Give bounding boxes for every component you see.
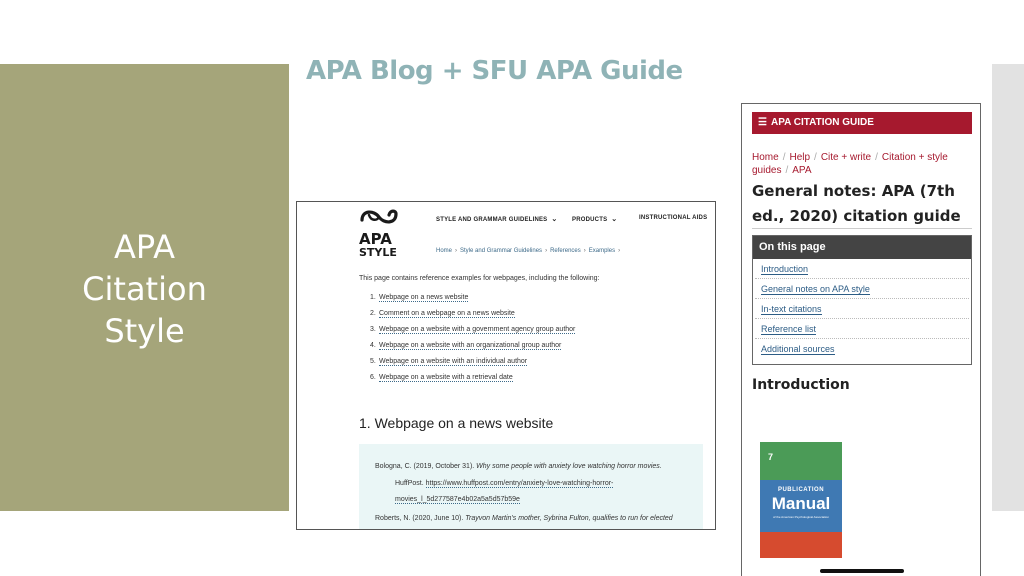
example-text: Bologna, C. (2019, October 31).: [375, 463, 477, 470]
example-line: [375, 463, 662, 470]
breadcrumb-link[interactable]: Style and Grammar Guidelines: [460, 248, 543, 254]
list-link[interactable]: Comment on a webpage on a news website: [379, 310, 515, 317]
nav-label: INSTRUCTIONAL AIDS: [639, 215, 708, 221]
example-line: [375, 515, 673, 522]
breadcrumb-link[interactable]: Examples: [588, 248, 616, 254]
nav-label: STYLE AND GRAMMAR GUIDELINES: [436, 217, 548, 223]
list-link[interactable]: Webpage on a website with a retrieval date: [379, 374, 513, 381]
cover-title: Manual: [771, 494, 831, 513]
cover-edition: 7: [768, 452, 774, 462]
hamburger-menu-icon: ☰: [758, 117, 767, 128]
toc-link: Reference list: [761, 324, 817, 334]
list-number: 4.: [370, 342, 376, 349]
sfu-guide-screenshot: [741, 103, 981, 576]
cover-band: [760, 532, 842, 558]
toc-item-in-text[interactable]: [755, 299, 969, 319]
example-text: Roberts, N. (2020, June 10).: [375, 515, 466, 522]
logo-text-style: STYLE: [359, 246, 397, 259]
nav-products[interactable]: [572, 215, 617, 223]
home-indicator[interactable]: [820, 569, 904, 573]
cover-subtitle: of the American Psychological Association: [772, 515, 830, 519]
toc-title: On this page: [753, 236, 971, 259]
breadcrumb-separator: /: [782, 152, 786, 163]
nav-label: PRODUCTS: [572, 217, 608, 223]
breadcrumb-link[interactable]: APA: [792, 165, 812, 176]
list-item: [370, 308, 575, 324]
chevron-right-icon: ›: [455, 248, 458, 254]
toc-item-introduction[interactable]: [755, 259, 969, 279]
list-number: 6.: [370, 374, 376, 381]
left-accent-panel: [0, 64, 289, 511]
apa-swirl-icon: [359, 208, 399, 226]
chevron-down-icon: ⌄: [551, 216, 558, 223]
example-line: [395, 496, 520, 503]
example-line: [395, 480, 613, 487]
list-number: 3.: [370, 326, 376, 333]
list-link[interactable]: Webpage on a news website: [379, 294, 469, 301]
breadcrumb-link[interactable]: Cite + write: [820, 152, 872, 163]
example-title: Why some people with anxiety love watching horror movies.: [476, 463, 662, 470]
breadcrumb-link[interactable]: Help: [789, 152, 811, 163]
breadcrumb-link[interactable]: Citation + style guides: [752, 152, 948, 176]
logo-text-apa: APA: [359, 230, 392, 248]
breadcrumb-link[interactable]: Home: [752, 152, 779, 163]
nav-instructional-aids[interactable]: [639, 215, 707, 221]
list-number: 2.: [370, 310, 376, 317]
section-heading: 1. Webpage on a news website: [359, 415, 554, 431]
list-item: [370, 324, 575, 340]
example-text: HuffPost.: [395, 480, 426, 487]
list-item: [370, 356, 575, 372]
section-title-line: APA: [113, 228, 176, 266]
list-item: [370, 340, 575, 356]
breadcrumb-separator: /: [814, 152, 817, 163]
chevron-right-icon: ›: [618, 248, 621, 254]
breadcrumb-link[interactable]: References: [550, 248, 581, 254]
list-link[interactable]: Webpage on a website with an organizational group author: [379, 342, 562, 349]
apa-style-screenshot: [296, 201, 716, 530]
list-number: 1.: [370, 294, 376, 301]
introduction-heading: Introduction: [752, 377, 850, 393]
breadcrumb: [436, 248, 623, 254]
toc-item-reference-list[interactable]: [755, 319, 969, 339]
toc-item-general-notes[interactable]: [755, 279, 969, 299]
publication-manual-cover: [760, 442, 842, 558]
section-title-line: Style: [104, 312, 185, 350]
section-title-line: Citation: [82, 270, 207, 308]
example-url-link[interactable]: https://www.huffpost.com/entry/anxiety-love-watching-horror-: [425, 480, 614, 487]
section-title: [0, 226, 289, 352]
list-link[interactable]: Webpage on a website with a government agency group author: [379, 326, 576, 333]
right-accent-strip: [992, 64, 1024, 511]
list-number: 5.: [370, 358, 376, 365]
chevron-right-icon: ›: [545, 248, 548, 254]
list-item: [370, 372, 575, 388]
breadcrumb-separator: /: [785, 165, 789, 176]
guide-bar-label: APA CITATION GUIDE: [770, 117, 874, 128]
breadcrumb: [752, 151, 974, 177]
divider: [752, 228, 972, 229]
chevron-down-icon: ⌄: [611, 216, 618, 223]
breadcrumb-separator: /: [875, 152, 878, 163]
toc-link: General notes on APA style: [761, 284, 870, 294]
reference-example-box: [359, 444, 703, 530]
example-url-link[interactable]: movies_l_5d277587e4b02a5a5d57b59e: [395, 496, 520, 503]
apa-style-logo[interactable]: [359, 208, 403, 260]
list-item: [370, 292, 575, 308]
chevron-right-icon: ›: [583, 248, 586, 254]
toc-item-additional-sources[interactable]: [755, 339, 969, 359]
list-link[interactable]: Webpage on a website with an individual author: [379, 358, 528, 365]
intro-text: This page contains reference examples for webpages, including the following:: [359, 275, 600, 282]
toc-link: Introduction: [761, 264, 809, 274]
toc-link: In-text citations: [761, 304, 822, 314]
page-title: General notes: APA (7th ed., 2020) citation guide: [752, 182, 961, 225]
toc-link: Additional sources: [761, 344, 835, 354]
breadcrumb-link[interactable]: Home: [436, 248, 453, 254]
example-title: Trayvon Martin's mother, Sybrina Fulton, qualifies to run for elected: [465, 515, 673, 522]
cover-publication: PUBLICATION: [777, 487, 825, 493]
table-of-contents: [752, 235, 972, 365]
guide-menu-bar[interactable]: [752, 112, 972, 134]
slide-title: APA Blog + SFU APA Guide: [306, 56, 683, 86]
reference-list: [370, 292, 575, 388]
nav-style-grammar[interactable]: [436, 215, 557, 223]
